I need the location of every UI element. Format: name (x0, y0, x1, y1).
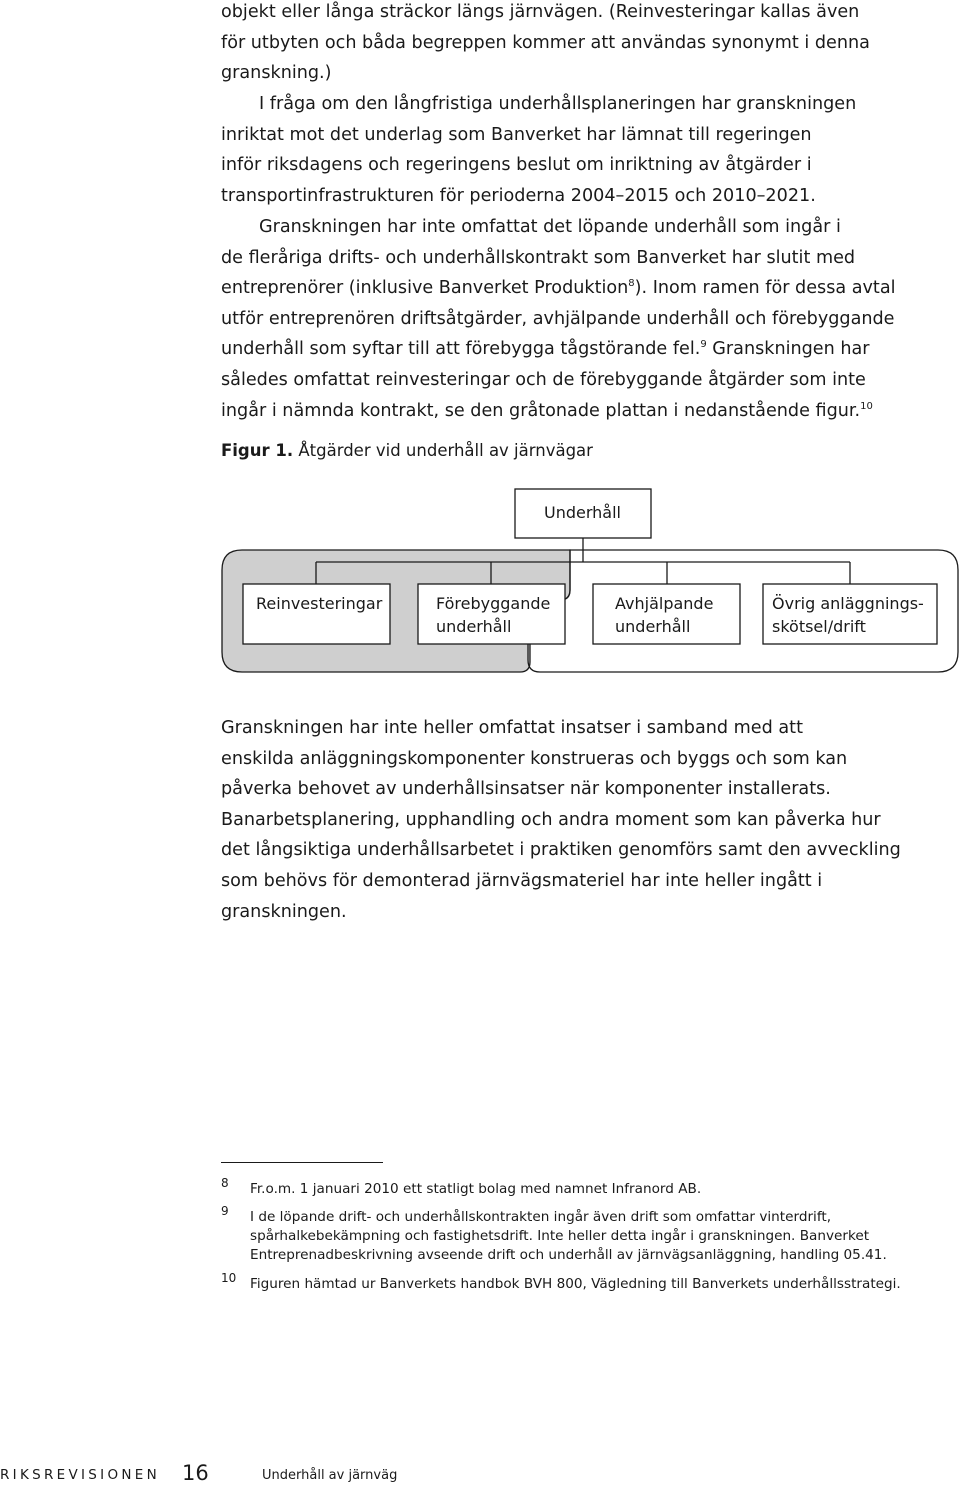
text-segment: entreprenörer (inklusive Banverket Produktion (221, 278, 629, 299)
text-line: enskilda anläggningskomponenter konstrueras och byggs och som kan (221, 748, 848, 769)
maintenance-diagram (0, 470, 960, 690)
box-label-avhjalpande (615, 592, 713, 638)
box-label-reinvesteringar (256, 592, 382, 615)
text-line: som behövs för demonterad järnvägsmateriel har inte heller ingått i (221, 870, 823, 891)
text-line: granskningen. (221, 901, 347, 922)
footnote-text: Entreprenadbeskrivning avseende drift och underhåll av järnvägsanläggning, handling 05.41. (250, 1247, 887, 1263)
box-label-line: Övrig anläggnings- (772, 594, 924, 613)
text-line (221, 396, 956, 427)
report-title: Underhåll av järnväg (262, 1468, 398, 1483)
text-line: för utbyten och båda begreppen kommer att användas synonymt i denna (221, 32, 870, 53)
box-label-line: underhåll (615, 617, 691, 636)
box-label-line: Avhjälpande (615, 594, 714, 613)
paragraph-4 (221, 713, 956, 927)
text-line: objekt eller långa sträckor längs järnvägen. (Reinvesteringar kallas även (221, 2, 860, 22)
box-label-line: skötsel/drift (772, 617, 866, 636)
text-line: således omfattat reinvesteringar och de förebyggande åtgärder som inte (221, 369, 866, 390)
text-line: det långsiktiga underhållsarbetet i praktiken genomförs samt den avveckling (221, 840, 901, 861)
page-number: 16 (182, 1461, 209, 1485)
figure-caption-text: Åtgärder vid underhåll av järnvägar (293, 441, 593, 460)
footnote-text: Figuren hämtad ur Banverkets handbok BVH 800, Vägledning till Banverkets underhållsstrategi. (250, 1276, 901, 1292)
box-label-ovrig (772, 592, 924, 638)
figure-label: Figur 1. (221, 441, 294, 460)
box-label-line: Förebyggande (436, 594, 551, 613)
footnote-divider (221, 1162, 383, 1163)
text-line: Granskningen har inte omfattat det löpande underhåll som ingår i (259, 217, 841, 237)
footnote-number: 8 (221, 1176, 229, 1190)
text-line: inför riksdagens och regeringens beslut om inriktning av åtgärder i (221, 155, 812, 176)
text-line: Granskningen har inte heller omfattat insatser i samband med att (221, 718, 803, 738)
footnote-number: 9 (221, 1204, 229, 1218)
footnote-text: I de löpande drift- och underhållskontrakten ingår även drift som omfattar vinterdrift, (250, 1209, 832, 1225)
footnote-text: Fr.o.m. 1 januari 2010 ett statligt bolag med namnet Infranord AB. (250, 1181, 702, 1197)
text-line (221, 334, 956, 365)
text-line: I fråga om den långfristiga underhållsplaneringen har granskningen (259, 94, 857, 114)
text-segment: ingår i nämnda kontrakt, se den gråtonade plattan i nedanstående figur. (221, 400, 861, 421)
text-segment: ). Inom ramen för dessa avtal (634, 278, 896, 299)
text-line: de fleråriga drifts- och underhållskontrakt som Banverket har slutit med (221, 247, 856, 268)
footnote-ref-8[interactable]: 8 (628, 278, 635, 290)
box-label-line: underhåll (436, 617, 512, 636)
text-line (221, 273, 956, 304)
footnote-ref-10[interactable]: 10 (860, 400, 873, 412)
text-line: Banarbetsplanering, upphandling och andra moment som kan påverka hur (221, 809, 881, 830)
text-line: inriktat mot det underlag som Banverket har lämnat till regeringen (221, 124, 812, 145)
paragraph-3 (221, 212, 956, 426)
box-label-line: Reinvesteringar (256, 594, 383, 613)
text-line: påverka behovet av underhållsinsatser när komponenter installerats. (221, 779, 831, 800)
footnote-number: 10 (221, 1271, 237, 1285)
box-label-forebyggande (436, 592, 550, 638)
text-segment: Granskningen har (706, 339, 870, 360)
page-footer (0, 1463, 960, 1487)
root-box-label: Underhåll (544, 503, 621, 522)
paragraph-2 (221, 89, 956, 211)
text-segment: underhåll som syftar till att förebygga tågstörande fel. (221, 339, 701, 360)
organization-name: RIKSREVISIONEN (0, 1467, 161, 1483)
diagram-graphics (0, 470, 960, 690)
text-line: granskning.) (221, 63, 332, 84)
paragraph-1 (221, 0, 956, 89)
text-line: utför entreprenören driftsåtgärder, avhjälpande underhåll och förebyggande (221, 308, 895, 329)
footnote-ref-9[interactable]: 9 (700, 339, 707, 351)
footnote-text: spårhalkebekämpning och fastighetsdrift. Inte heller detta ingår i granskningen. Banverket (250, 1228, 870, 1244)
text-line: transportinfrastrukturen för perioderna 2004–2015 och 2010–2021. (221, 185, 816, 206)
figure-caption (221, 439, 593, 463)
